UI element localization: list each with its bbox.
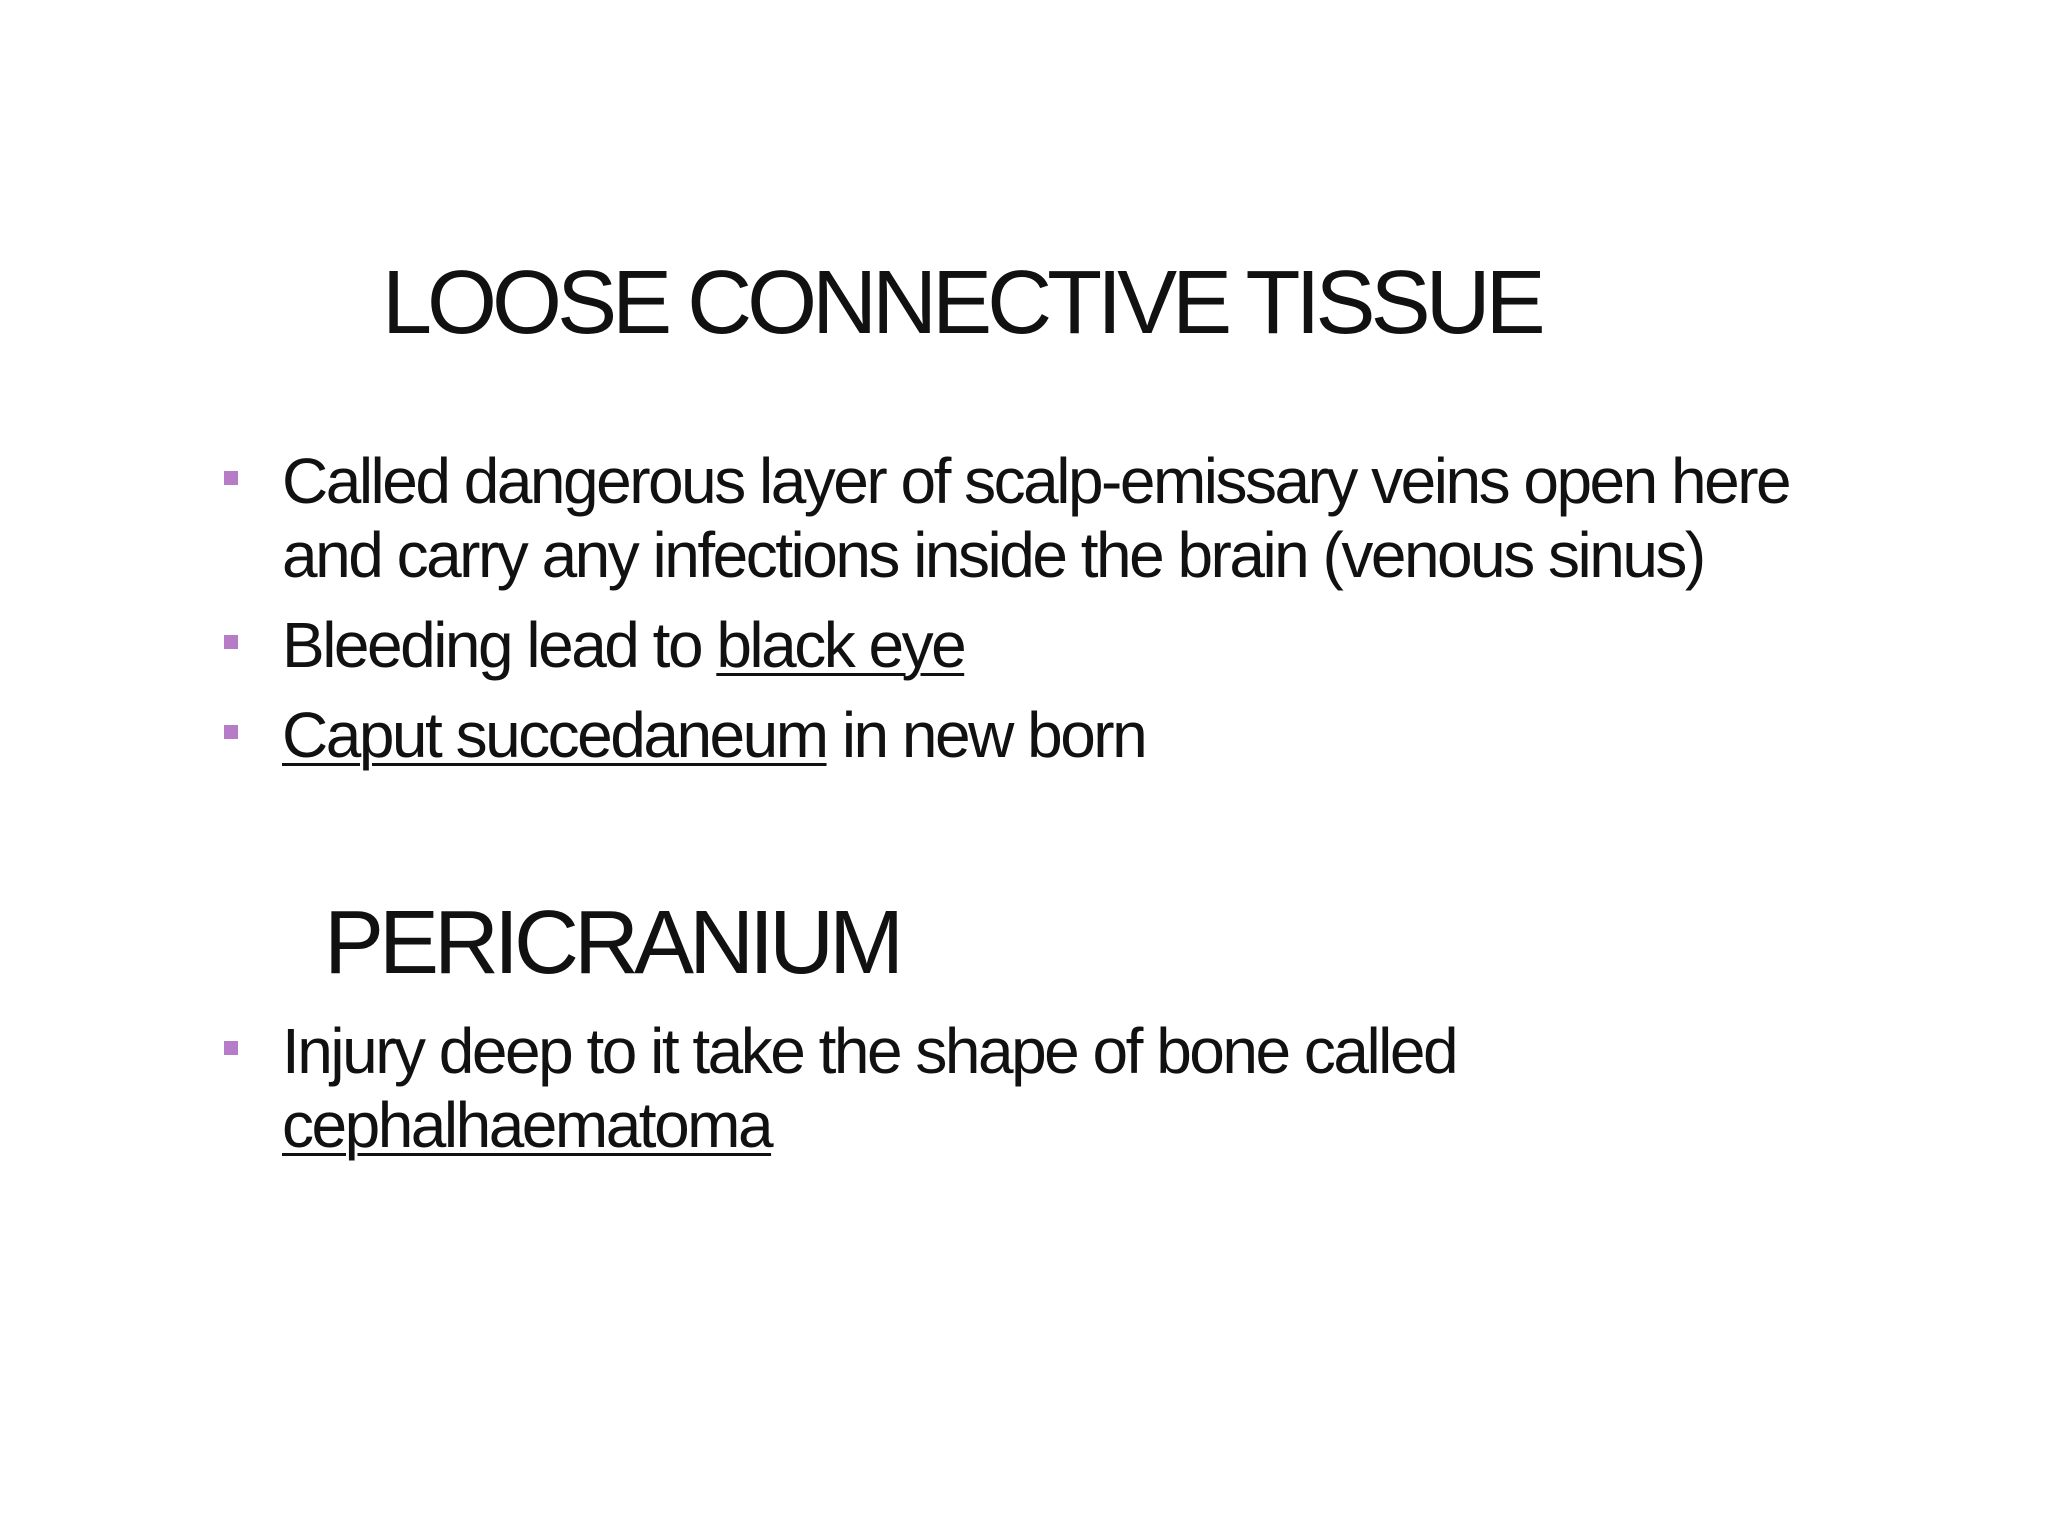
section-title-pericranium: PERICRANIUM — [324, 893, 900, 993]
square-bullet-icon — [224, 635, 238, 649]
bullet-item-caput-succedaneum — [220, 698, 2020, 772]
bullet-text-line: and carry any infections inside the brain (venous sinus) — [282, 519, 1704, 591]
bullet-list-loose-connective-tissue — [220, 444, 2020, 788]
bullet-item-injury — [220, 1014, 2020, 1162]
square-bullet-icon — [224, 1041, 238, 1055]
bullet-list-pericranium — [220, 1014, 2020, 1178]
square-bullet-icon — [224, 471, 238, 485]
bullet-text: in new born — [826, 699, 1146, 771]
bullet-text: Bleeding lead to — [282, 609, 717, 681]
bullet-text-line: Injury deep to it take the shape of bone called — [282, 1015, 1457, 1087]
bullet-item-bleeding — [220, 608, 2020, 682]
bullet-item-dangerous-layer — [220, 444, 2020, 592]
section-title-loose-connective-tissue: LOOSE CONNECTIVE TISSUE — [382, 253, 1541, 353]
underlined-term-cephalhaematoma: cephalhaematoma — [282, 1089, 772, 1161]
square-bullet-icon — [224, 725, 238, 739]
underlined-term-caput-succedaneum: Caput succedaneum — [282, 699, 827, 771]
bullet-text-line: Called dangerous layer of scalp-emissary veins open here — [282, 445, 1790, 517]
underlined-term-black-eye: black eye — [716, 609, 965, 681]
